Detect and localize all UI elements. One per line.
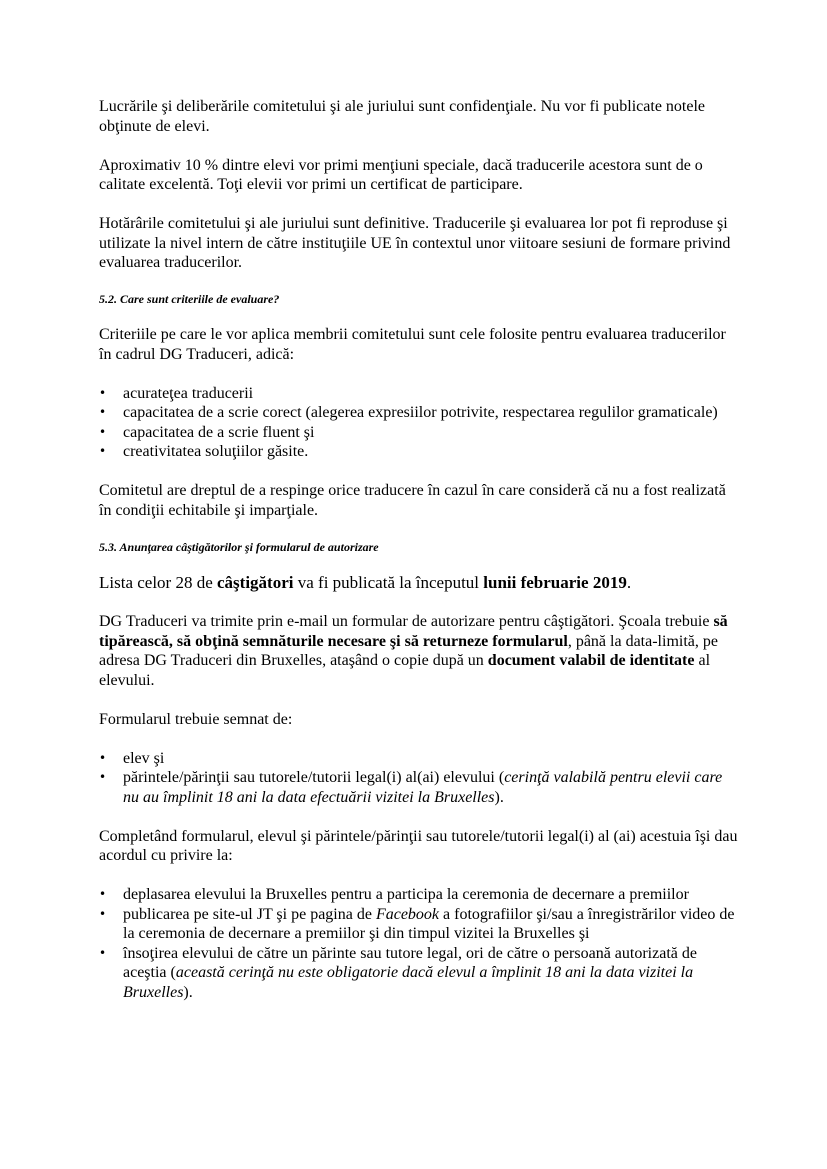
text-run: a fotografiilor şi/sau a înregistrărilor video de la ceremonia de decernare a premiilor şi din timpul vizitei la Bruxelles şi: [123, 905, 735, 942]
list-item: • capacitatea de a scrie corect (alegerea expresiilor potrivite, respectarea regulilor gramaticale): [99, 403, 739, 423]
bold-text: să tipărească, să obţină semnăturile necesare şi să returneze formularul: [99, 613, 728, 650]
text-run: .: [626, 572, 632, 592]
bold-text: câştigători: [217, 572, 294, 592]
italic-text: Facebook: [375, 905, 440, 923]
criteria-list: [99, 384, 739, 462]
text-run: Lista celor 28 de: [99, 572, 218, 592]
special-mentions-paragraph: Aproximativ 10 % dintre elevi vor primi menţiuni speciale, dacă traducerile acestora sunt de o calitate excelentă. Toţi elevii vor primi un certificat de participare.: [99, 156, 703, 193]
text-run: , până la data-limită, pe adresa DG Traduceri din Bruxelles, ataşând o copie după un: [99, 632, 718, 669]
list-item: • deplasarea elevului la Bruxelles pentru a participa la ceremonia de decernare a premiilor: [99, 885, 739, 905]
text-run: ).: [494, 788, 504, 806]
bold-text: document valabil de identitate: [487, 652, 695, 669]
list-item: [99, 768, 739, 807]
bold-text: lunii februarie 2019: [483, 572, 627, 592]
text-run: însoţirea elevului de către un părinte sau tutore legal, ori de către o persoană autorizată de aceştia (: [123, 944, 697, 981]
winners-announcement: [99, 573, 739, 593]
text-run: publicarea pe site-ul JT şi pe pagina de: [123, 905, 376, 923]
document-body: [99, 97, 739, 1022]
list-item: • capacitatea de a scrie fluent şi: [99, 423, 739, 443]
authorization-form-paragraph: [99, 612, 739, 690]
list-item: • elev şi: [99, 749, 739, 769]
list-item: • creativitatea soluţiilor găsite.: [99, 442, 739, 462]
consent-list: [99, 885, 739, 1002]
signers-intro: Formularul trebuie semnat de:: [99, 710, 293, 728]
text-run: DG Traduceri va trimite prin e-mail un formular de autorizare pentru câştigători. Şcoala trebuie: [99, 613, 714, 630]
criteria-intro: Criteriile pe care le vor aplica membrii comitetului sunt cele folosite pentru evaluarea traducerilor în cadrul DG Traduceri, adică:: [99, 326, 726, 363]
italic-text: această cerinţă nu este obligatorie dacă elevul a împlinit 18 ani la data vizitei la Bruxelles: [123, 964, 694, 1001]
rejection-paragraph: Comitetul are dreptul de a respinge orice traducere în cazul în care consideră că nu a fost realizată în condiţii echitabile şi imparţiale.: [99, 482, 726, 519]
list-item: [99, 905, 739, 944]
list-item: [99, 944, 739, 1003]
section-heading-5-3: 5.3. Anunţarea câştigătorilor şi formularul de autorizare: [99, 539, 379, 554]
text-run: părintele/părinţii sau tutorele/tutorii legal(i) al(ai) elevului (: [123, 769, 505, 786]
text-run: al elevului.: [99, 652, 711, 689]
list-item: • acurateţea traducerii: [99, 384, 739, 404]
italic-text: cerinţă valabilă pentru elevii care nu au împlinit 18 ani la data efectuării vizitei la Bruxelles: [123, 769, 723, 806]
text-run: va fi publicată la începutul: [293, 572, 484, 592]
text-run: ).: [183, 983, 193, 1001]
consent-intro: Completând formularul, elevul şi părintele/părinţii sau tutorele/tutorii legal(i) al (ai) acestuia îşi dau acordul cu privire la:: [99, 827, 738, 864]
section-heading-5-2: 5.2. Care sunt criteriile de evaluare?: [99, 292, 280, 306]
confidentiality-paragraph: Lucrările şi deliberările comitetului şi ale juriului sunt confidenţiale. Nu vor fi publicate notele obţinute de elevi.: [99, 98, 706, 135]
decisions-paragraph: Hotărârile comitetului şi ale juriului sunt definitive. Traducerile şi evaluarea lor pot fi reproduse şi utilizate la nivel intern de către instituţiile UE în contextul unor viitoare sesiuni de formare privind evaluarea traducerilor.: [99, 215, 731, 271]
signers-list: [99, 749, 739, 808]
